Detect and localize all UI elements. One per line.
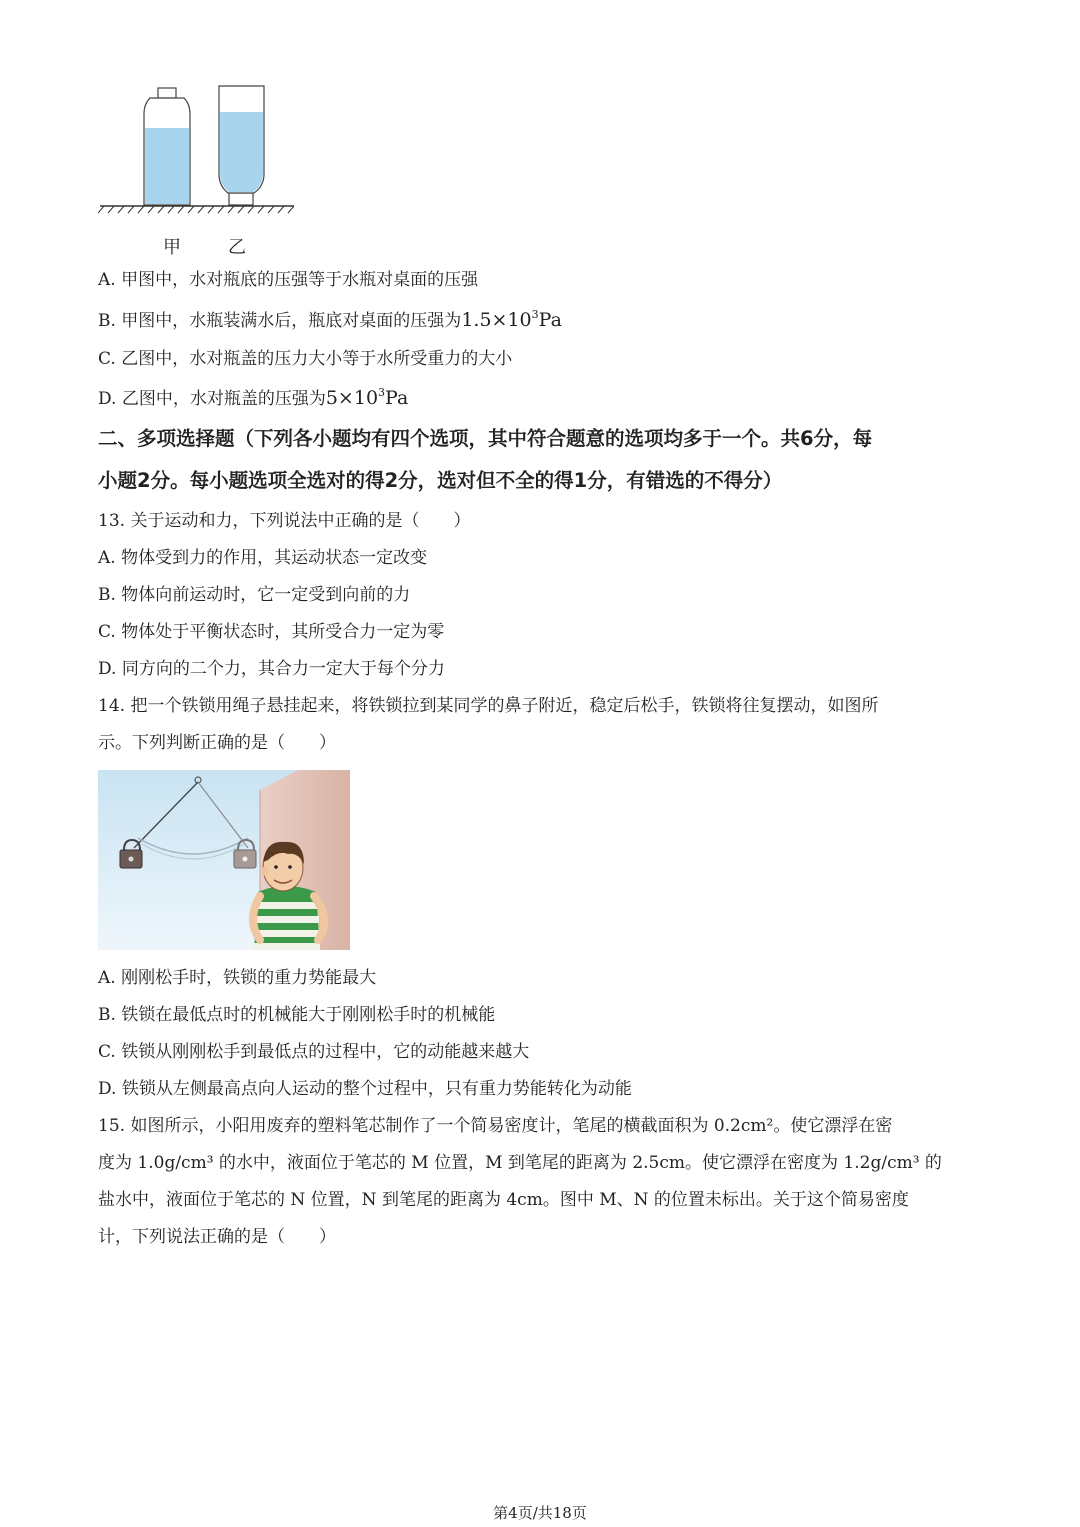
q15-line1: 15. 如图所示，小阳用废弃的塑料笔芯制作了一个简易密度计，笔尾的横截面积为 0.2cm²。使它漂浮在密 <box>98 1116 893 1136</box>
q15-line4: 计，下列说法正确的是（ ） <box>98 1227 336 1247</box>
q12-option-d: D. 乙图中，水对瓶盖的压强为$5\times 10^3Pa$ <box>98 386 409 409</box>
q13-option-b: B. 物体向前运动时，它一定受到向前的力 <box>98 585 411 605</box>
bottle-inverted <box>219 86 264 205</box>
q12-option-d-unit: Pa <box>385 387 409 409</box>
pendulum-figure <box>98 770 350 950</box>
q12-option-c: C. 乙图中，水对瓶盖的压力大小等于水所受重力的大小 <box>98 349 513 369</box>
q12-option-b: B. 甲图中，水瓶装满水后，瓶底对桌面的压强为$1.5\times 10^3Pa$ <box>98 308 562 331</box>
q12-option-d-value: 5×10 <box>325 387 379 409</box>
page-footer: 第4页/共18页 <box>493 1504 587 1522</box>
q12-option-b-exp: 3 <box>531 308 539 321</box>
bottles-figure <box>98 82 298 217</box>
q15-line3: 盐水中，液面位于笔芯的 N 位置，N 到笔尾的距离为 4cm。图中 M、N 的位置未标出。关于这个简易密度 <box>98 1190 909 1210</box>
q14-stem-line1: 14. 把一个铁锁用绳子悬挂起来，将铁锁拉到某同学的鼻子附近，稳定后松手，铁锁将往复摆动，如图所 <box>98 696 879 716</box>
section2-heading-line1: 二、多项选择题（下列各小题均有四个选项，其中符合题意的选项均多于一个。共6分，每 <box>98 427 873 450</box>
q13-option-c: C. 物体处于平衡状态时，其所受合力一定为零 <box>98 622 445 642</box>
q13-option-a: A. 物体受到力的作用，其运动状态一定改变 <box>98 548 428 568</box>
q12-option-b-value: 1.5×10 <box>461 309 532 331</box>
q14-option-b: B. 铁锁在最低点时的机械能大于刚刚松手时的机械能 <box>98 1005 496 1025</box>
q14-option-d: D. 铁锁从左侧最高点向人运动的整个过程中，只有重力势能转化为动能 <box>98 1079 632 1099</box>
q12-option-b-unit: Pa <box>538 309 562 331</box>
q13-option-d: D. 同方向的二个力，其合力一定大于每个分力 <box>98 659 445 679</box>
q15-line2: 度为 1.0g/cm³ 的水中，液面位于笔芯的 M 位置，M 到笔尾的距离为 2.5cm。使它漂浮在密度为 1.2g/cm³ 的 <box>98 1153 942 1173</box>
q14-option-c: C. 铁锁从刚刚松手到最低点的过程中，它的动能越来越大 <box>98 1042 530 1062</box>
section2-heading-line2: 小题2分。每小题选项全选对的得2分，选对但不全的得1分，有错选的不得分） <box>98 469 783 492</box>
figure-label-yi: 乙 <box>228 237 246 258</box>
q14-option-a: A. 刚刚松手时，铁锁的重力势能最大 <box>98 968 377 988</box>
q13-stem: 13. 关于运动和力，下列说法中正确的是（ ） <box>98 511 471 531</box>
figure-label-jia: 甲 <box>163 237 181 258</box>
q14-stem-line2: 示。下列判断正确的是（ ） <box>98 733 336 753</box>
q12-option-a: A. 甲图中，水对瓶底的压强等于水瓶对桌面的压强 <box>98 270 479 290</box>
q12-option-d-exp: 3 <box>378 386 386 399</box>
bottle-upright <box>144 88 190 205</box>
table-surface <box>98 206 294 213</box>
